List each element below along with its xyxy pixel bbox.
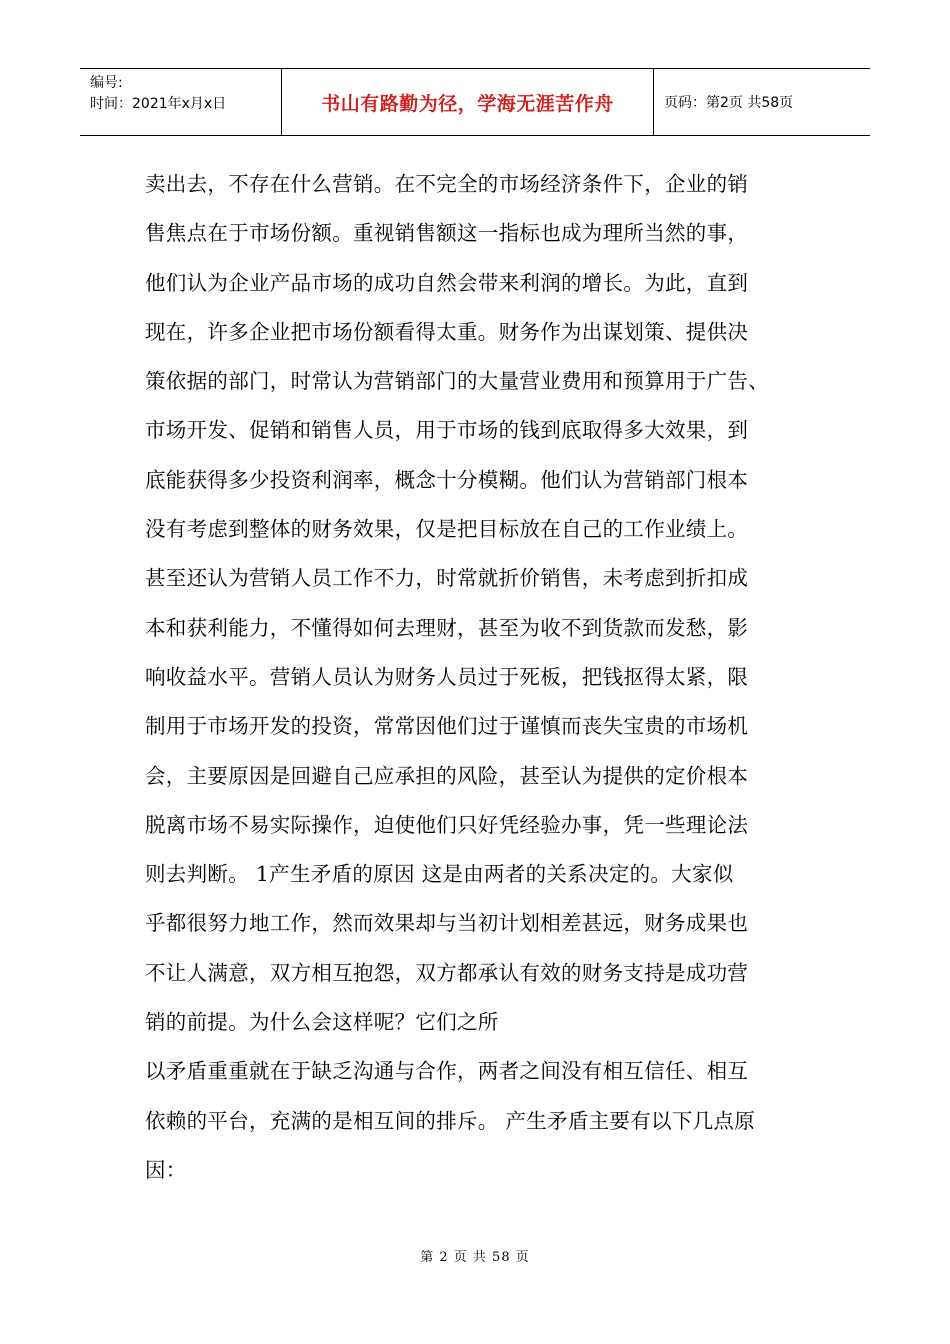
text-line: 现在，许多企业把市场份额看得太重。财务作为出谋划策、提供决 <box>145 319 749 344</box>
text-line: 不让人满意，双方相互抱怨，双方都承认有效的财务支持是成功营 <box>145 960 749 985</box>
text-line: 没有考虑到整体的财务效果，仅是把目标放在自己的工作业绩上。 <box>145 517 749 542</box>
text-line: 脱离市场不易实际操作，迫使他们只好凭经验办事，凭一些理论法 <box>145 812 749 837</box>
text-line: 乎都很努力地工作，然而效果却与当初计划相差甚远，财务成果也 <box>145 911 749 936</box>
text-line: 市场开发、促销和销售人员，用于市场的钱到底取得多大效果，到 <box>145 418 749 443</box>
text-line: 则去判断。 1产生矛盾的原因 这是由两者的关系决定的。大家似 <box>145 862 734 887</box>
text-line: 会，主要原因是回避自己应承担的风险，甚至认为提供的定价根本 <box>145 763 749 788</box>
text-line: 制用于市场开发的投资，常常因他们过于谨慎而丧失宝贵的市场机 <box>145 714 749 739</box>
text-line: 依赖的平台，充满的是相互间的排斥。 产生矛盾主要有以下几点原 <box>145 1108 756 1133</box>
number-label: 编号: <box>90 75 123 91</box>
header-page-info: 页码：第2页 共58页 <box>664 95 794 111</box>
page-header <box>80 68 870 136</box>
text-line: 响收益水平。营销人员认为财务人员过于死板，把钱抠得太紧，限 <box>145 664 749 689</box>
text-line: 本和获利能力，不懂得如何去理财，甚至为收不到货款而发愁，影 <box>145 615 749 640</box>
time-label: 时间：2021年x月x日 <box>90 96 227 112</box>
header-motto: 书山有路勤为径，学海无涯苦作舟 <box>282 69 654 135</box>
body-text <box>145 160 815 1195</box>
header-meta-cell <box>80 69 282 135</box>
text-line: 他们认为企业产品市场的成功自然会带来利润的增长。为此，直到 <box>145 270 749 295</box>
text-line: 售焦点在于市场份额。重视销售额这一指标也成为理所当然的事， <box>145 221 749 246</box>
text-line: 卖出去，不存在什么营销。在不完全的市场经济条件下，企业的销 <box>145 172 749 196</box>
text-line: 策依据的部门，时常认为营销部门的大量营业费用和预算用于广告、 <box>145 369 769 394</box>
text-line: 销的前提。为什么会这样呢？它们之所 <box>145 1010 499 1035</box>
text-line: 甚至还认为营销人员工作不力，时常就折价销售，未考虑到折扣成 <box>145 566 749 591</box>
text-line: 以矛盾重重就在于缺乏沟通与合作，两者之间没有相互信任、相互 <box>145 1059 749 1084</box>
page-footer: 第 2 页 共 58 页 <box>420 1250 530 1265</box>
text-line: 因： <box>145 1157 187 1182</box>
text-line: 底能获得多少投资利润率，概念十分模糊。他们认为营销部门根本 <box>145 467 749 492</box>
